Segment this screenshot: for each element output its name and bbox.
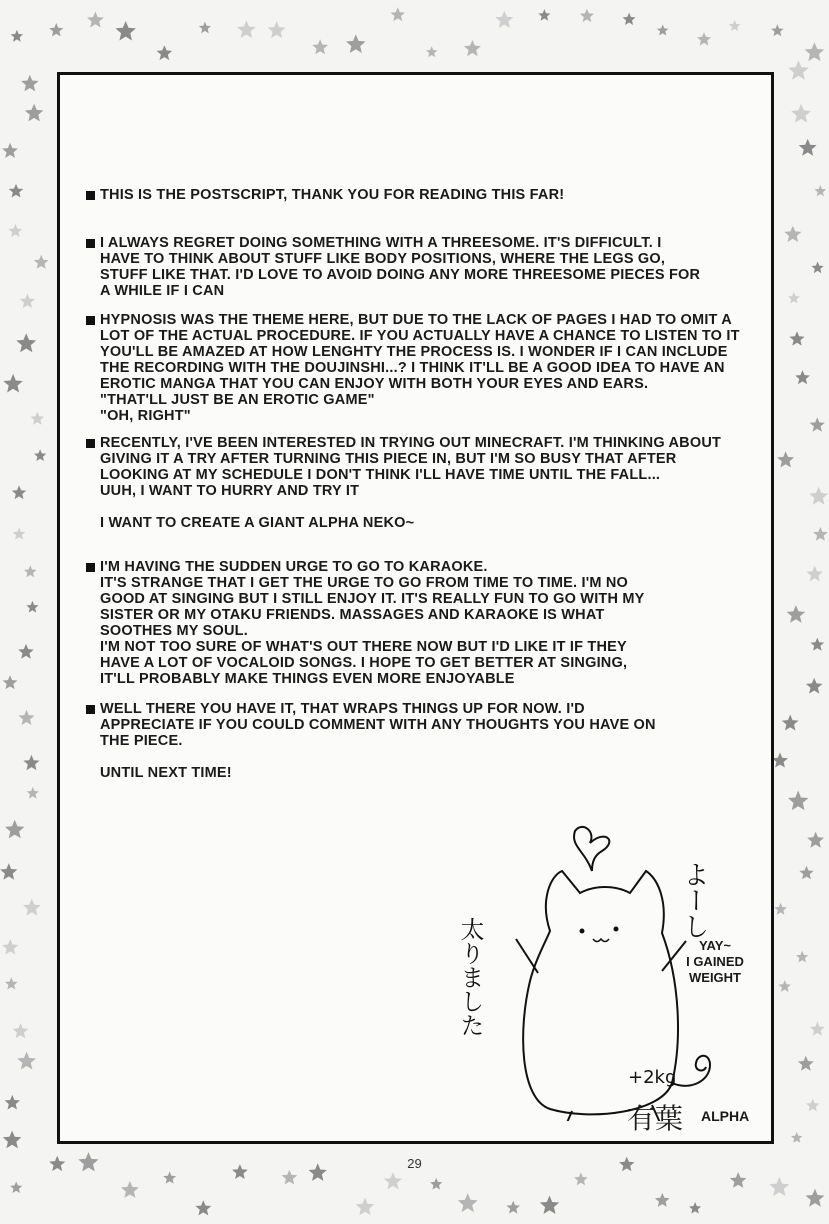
star-icon <box>356 1198 375 1216</box>
paragraph-line: HAVE TO THINK ABOUT STUFF LIKE BODY POSITIONS, WHERE THE LEGS GO, <box>100 251 666 267</box>
star-icon <box>13 1023 29 1038</box>
paragraph-line: WELL THERE YOU HAVE IT, THAT WRAPS THINGS UP FOR NOW. I'D <box>100 701 585 717</box>
star-icon <box>729 20 741 31</box>
paragraph-line: "THAT'LL JUST BE AN EROTIC GAME" <box>100 392 375 408</box>
star-icon <box>779 980 791 992</box>
star-icon <box>16 333 36 352</box>
star-icon <box>10 1182 22 1194</box>
star-icon <box>809 487 828 505</box>
signature: ALPHA <box>701 1108 750 1124</box>
star-icon <box>18 644 34 659</box>
star-icon <box>814 185 826 196</box>
paragraph-line: GOOD AT SINGING BUT I STILL ENJOY IT. IT'S REALLY FUN TO GO WITH MY <box>100 591 645 607</box>
star-icon <box>5 977 18 989</box>
star-icon <box>237 20 256 38</box>
postscript-paragraph <box>100 187 755 203</box>
star-icon <box>772 753 788 768</box>
bullet-marker <box>86 563 95 572</box>
star-icon <box>655 1193 670 1207</box>
paragraph-line: IT'LL PROBABLY MAKE THINGS EVEN MORE ENJOYABLE <box>100 671 515 687</box>
paragraph-line: I WANT TO CREATE A GIANT ALPHA NEKO~ <box>100 515 415 531</box>
paragraph-line: YOU'LL BE AMAZED AT HOW LENGHTY THE PROCESS IS. I WONDER IF I CAN INCLUDE <box>100 344 728 360</box>
star-icon <box>34 255 49 269</box>
star-icon <box>34 449 46 461</box>
star-icon <box>657 25 669 36</box>
star-icon <box>5 1095 20 1110</box>
paragraph-line: RECENTLY, I'VE BEEN INTERESTED IN TRYING OUT MINECRAFT. I'M THINKING ABOUT <box>100 435 722 451</box>
bullet-marker <box>86 191 95 200</box>
paragraph-line <box>100 749 755 765</box>
star-icon <box>23 755 39 770</box>
star-icon <box>3 675 18 689</box>
postscript-paragraph <box>100 312 755 424</box>
star-icon <box>810 417 825 431</box>
star-icon <box>49 23 63 36</box>
star-icon <box>807 832 824 848</box>
paragraph-line: GIVING IT A TRY AFTER TURNING THIS PIECE IN, BUT I'M SO BUSY THAT AFTER <box>100 451 677 467</box>
star-icon <box>806 1099 819 1112</box>
star-icon <box>199 22 211 34</box>
star-icon <box>795 370 810 384</box>
star-icon <box>430 1178 442 1190</box>
paragraph-line: LOT OF THE ACTUAL PROCEDURE. IF YOU ACTUALLY HAVE A CHANCE TO LISTEN TO IT <box>100 328 740 344</box>
star-icon <box>788 292 800 303</box>
star-icon <box>789 331 804 345</box>
star-icon <box>810 638 824 651</box>
star-icon <box>777 451 794 467</box>
paragraph-line: THE PIECE. <box>100 733 183 749</box>
star-icon <box>27 787 39 799</box>
star-icon <box>9 224 23 237</box>
yay-line: WEIGHT <box>689 970 741 985</box>
star-icon <box>580 9 594 22</box>
star-icon <box>121 1181 139 1198</box>
star-icon <box>697 32 711 45</box>
star-icon <box>689 1202 701 1214</box>
paragraph-line: HYPNOSIS WAS THE THEME HERE, BUT DUE TO THE LACK OF PAGES I HAD TO OMIT A <box>100 312 732 328</box>
star-icon <box>813 527 828 541</box>
star-icon <box>495 11 513 28</box>
star-icon <box>12 485 26 499</box>
star-icon <box>788 791 809 811</box>
signature-jp: 有葉 <box>627 1102 684 1135</box>
paragraph-line: I'M HAVING THE SUDDEN URGE TO GO TO KARAOKE. <box>100 559 488 575</box>
star-icon <box>791 104 811 123</box>
star-icon <box>774 903 787 915</box>
paragraph-line: UUH, I WANT TO HURRY AND TRY IT <box>100 483 360 499</box>
star-icon <box>0 863 17 879</box>
paragraph-line: STUFF LIKE THAT. I'D LOVE TO AVOID DOING ANY MORE THREESOME PIECES FOR <box>100 267 701 283</box>
star-icon <box>574 1172 588 1185</box>
star-icon <box>769 1177 789 1196</box>
star-icon <box>799 139 817 156</box>
star-icon <box>787 605 806 623</box>
star-icon <box>791 1132 802 1143</box>
star-icon <box>796 951 808 963</box>
yay-note <box>670 938 760 986</box>
star-icon <box>730 1172 747 1188</box>
paragraph-line: "OH, RIGHT" <box>100 408 191 424</box>
star-icon <box>384 1172 402 1189</box>
star-icon <box>346 34 366 53</box>
star-icon <box>25 104 44 122</box>
postscript-paragraph <box>100 435 755 531</box>
star-icon <box>806 1189 825 1207</box>
star-icon <box>5 820 24 839</box>
star-icon <box>115 21 135 41</box>
paragraph-line: IT'S STRANGE THAT I GET THE URGE TO GO FROM TIME TO TIME. I'M NO <box>100 575 629 591</box>
page-number: 29 <box>407 1156 422 1171</box>
page-frame <box>57 72 774 1144</box>
weight-note: +2kg <box>628 1067 677 1088</box>
paragraph-line: A WHILE IF I CAN <box>100 283 225 299</box>
postscript-paragraph <box>100 559 755 687</box>
paragraph-line <box>100 499 755 515</box>
star-icon <box>784 226 801 242</box>
star-icon <box>623 13 636 25</box>
star-icon <box>23 899 41 916</box>
star-icon <box>163 1171 176 1183</box>
star-icon <box>21 75 38 92</box>
star-icon <box>464 40 481 56</box>
star-icon <box>268 21 286 38</box>
star-icon <box>19 710 35 725</box>
star-icon <box>24 565 37 577</box>
paragraph-line: SOOTHES MY SOUL. <box>100 623 248 639</box>
star-icon <box>805 42 825 61</box>
star-icon <box>810 1022 825 1036</box>
star-icon <box>312 39 328 54</box>
paragraph-line: I'M NOT TOO SURE OF WHAT'S OUT THERE NOW BUT I'D LIKE IT IF THEY <box>100 639 627 655</box>
star-icon <box>538 9 550 21</box>
star-icon <box>13 528 26 540</box>
bullet-marker <box>86 439 95 448</box>
paragraph-line: APPRECIATE IF YOU COULD COMMENT WITH ANY THOUGHTS YOU HAVE ON <box>100 717 656 733</box>
paragraph-line: I ALWAYS REGRET DOING SOMETHING WITH A THREESOME. IT'S DIFFICULT. I <box>100 235 662 251</box>
star-icon <box>391 7 406 21</box>
star-icon <box>20 294 35 309</box>
postscript-paragraph <box>100 701 755 781</box>
star-icon <box>2 143 18 158</box>
bullet-marker <box>86 705 95 714</box>
star-icon <box>806 678 823 694</box>
bullet-marker <box>86 316 95 325</box>
star-icon <box>3 374 23 393</box>
star-icon <box>17 1052 36 1070</box>
jp-text-left: 太りました <box>456 917 484 1037</box>
star-icon <box>157 45 173 60</box>
star-icon <box>87 12 104 28</box>
star-icon <box>26 601 38 613</box>
yay-line: I GAINED <box>686 954 744 969</box>
star-icon <box>282 1170 298 1185</box>
star-icon <box>9 184 23 198</box>
star-icon <box>807 566 823 582</box>
paragraph-line: SISTER OR MY OTAKU FRIENDS. MASSAGES AND KARAOKE IS WHAT <box>100 607 605 623</box>
star-icon <box>540 1196 559 1215</box>
star-icon <box>771 24 784 36</box>
yay-line: YAY~ <box>699 938 731 953</box>
paragraph-line: THIS IS THE POSTSCRIPT, THANK YOU FOR READING THIS FAR! <box>100 187 565 203</box>
star-icon <box>31 412 45 425</box>
star-icon <box>506 1201 520 1214</box>
star-icon <box>2 939 18 954</box>
paragraph-line: HAVE A LOT OF VOCALOID SONGS. I HOPE TO GET BETTER AT SINGING, <box>100 655 628 671</box>
star-icon <box>782 715 799 731</box>
star-icon <box>458 1193 478 1212</box>
star-icon <box>788 60 809 80</box>
paragraph-line: EROTIC MANGA THAT YOU CAN ENJOY WITH BOTH YOUR EYES AND EARS. <box>100 376 649 392</box>
star-icon <box>195 1200 211 1215</box>
star-icon <box>799 866 813 880</box>
star-icon <box>3 1131 22 1149</box>
postscript-paragraph <box>100 235 755 299</box>
jp-text-right: よーし <box>679 861 709 939</box>
star-icon <box>811 262 823 274</box>
star-icon <box>11 30 24 42</box>
paragraph-line: LOOKING AT MY SCHEDULE I DON'T THINK I'LL HAVE TIME UNTIL THE FALL... <box>100 467 661 483</box>
paragraph-line: THE RECORDING WITH THE DOUJINSHI...? I THINK IT'LL BE A GOOD IDEA TO HAVE AN <box>100 360 725 376</box>
bullet-marker <box>86 239 95 248</box>
star-icon <box>798 1056 814 1071</box>
star-icon <box>426 46 438 57</box>
paragraph-line: UNTIL NEXT TIME! <box>100 765 232 781</box>
